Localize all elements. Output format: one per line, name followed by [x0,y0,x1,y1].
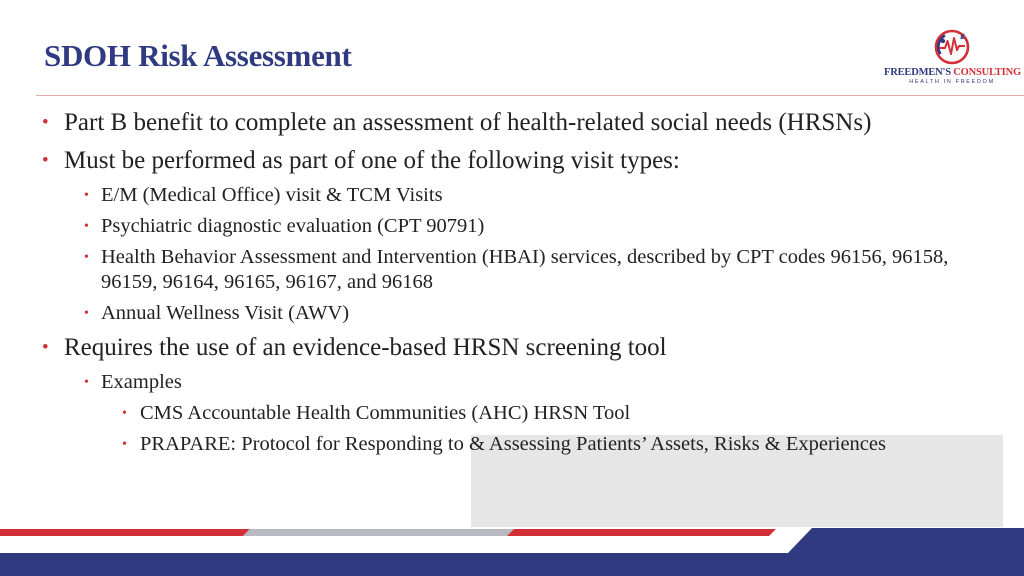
sub-bullet-text: Annual Wellness Visit (AWV) [101,302,350,324]
sub-sub-bullet-item [122,398,982,429]
sub-sub-bullet-text: CMS Accountable Health Communities (AHC) HRSN Tool [140,402,631,424]
logo-name-part1: FREEDMEN'S [884,67,951,78]
bullet-dot-icon: • [84,306,89,321]
bullet-dot-icon: • [84,219,89,234]
bullet-dot-icon: • [42,112,49,133]
heart-pulse-icon [934,29,970,65]
bullet-list [42,104,982,460]
logo-wordmark [884,67,1020,78]
sub-bullet-item [84,211,982,242]
footer-stripes [0,524,1024,576]
bullet-item [42,142,982,180]
bullet-dot-icon: • [122,406,127,421]
sub-bullet-item [84,298,982,329]
sub-bullet-item [84,180,982,211]
bullet-item [42,329,982,367]
title-divider [36,95,1024,96]
bullet-text: Must be performed as part of one of the following visit types: [64,147,680,174]
sub-sub-bullet-item [122,429,982,460]
footer-red-stripe [0,529,250,536]
bullet-dot-icon: • [122,437,127,452]
bullet-item [42,104,982,142]
logo-tagline: HEALTH IN FREEDOM [909,79,995,85]
sub-bullet-text: Health Behavior Assessment and Intervention (HBAI) services, described by CPT codes 96156, 96158, 96159, 96164, 96165, 96167, and 96168 [101,246,949,293]
company-logo [884,29,1020,89]
bullet-dot-icon: • [84,250,89,265]
sub-bullet-item [84,367,982,398]
bullet-text: Part B benefit to complete an assessment of health-related social needs (HRSNs) [64,109,872,136]
footer-red-stripe [507,529,776,536]
bullet-text: Requires the use of an evidence-based HRSN screening tool [64,334,667,361]
bullet-dot-icon: • [84,188,89,203]
bullet-dot-icon: • [42,150,49,171]
logo-name-part2: CONSULTING [953,67,1021,78]
sub-sub-bullet-text: PRAPARE: Protocol for Responding to & Assessing Patients’ Assets, Risks & Experiences [140,433,886,455]
footer-gray-stripe [243,529,514,536]
bullet-dot-icon: • [84,375,89,390]
bullet-dot-icon: • [42,337,49,358]
slide-title: SDOH Risk Assessment [44,38,352,73]
sub-bullet-item [84,242,981,298]
sub-bullet-text: Psychiatric diagnostic evaluation (CPT 90791) [101,215,485,237]
sub-bullet-text: E/M (Medical Office) visit & TCM Visits [101,184,443,206]
sub-bullet-text: Examples [101,371,182,393]
